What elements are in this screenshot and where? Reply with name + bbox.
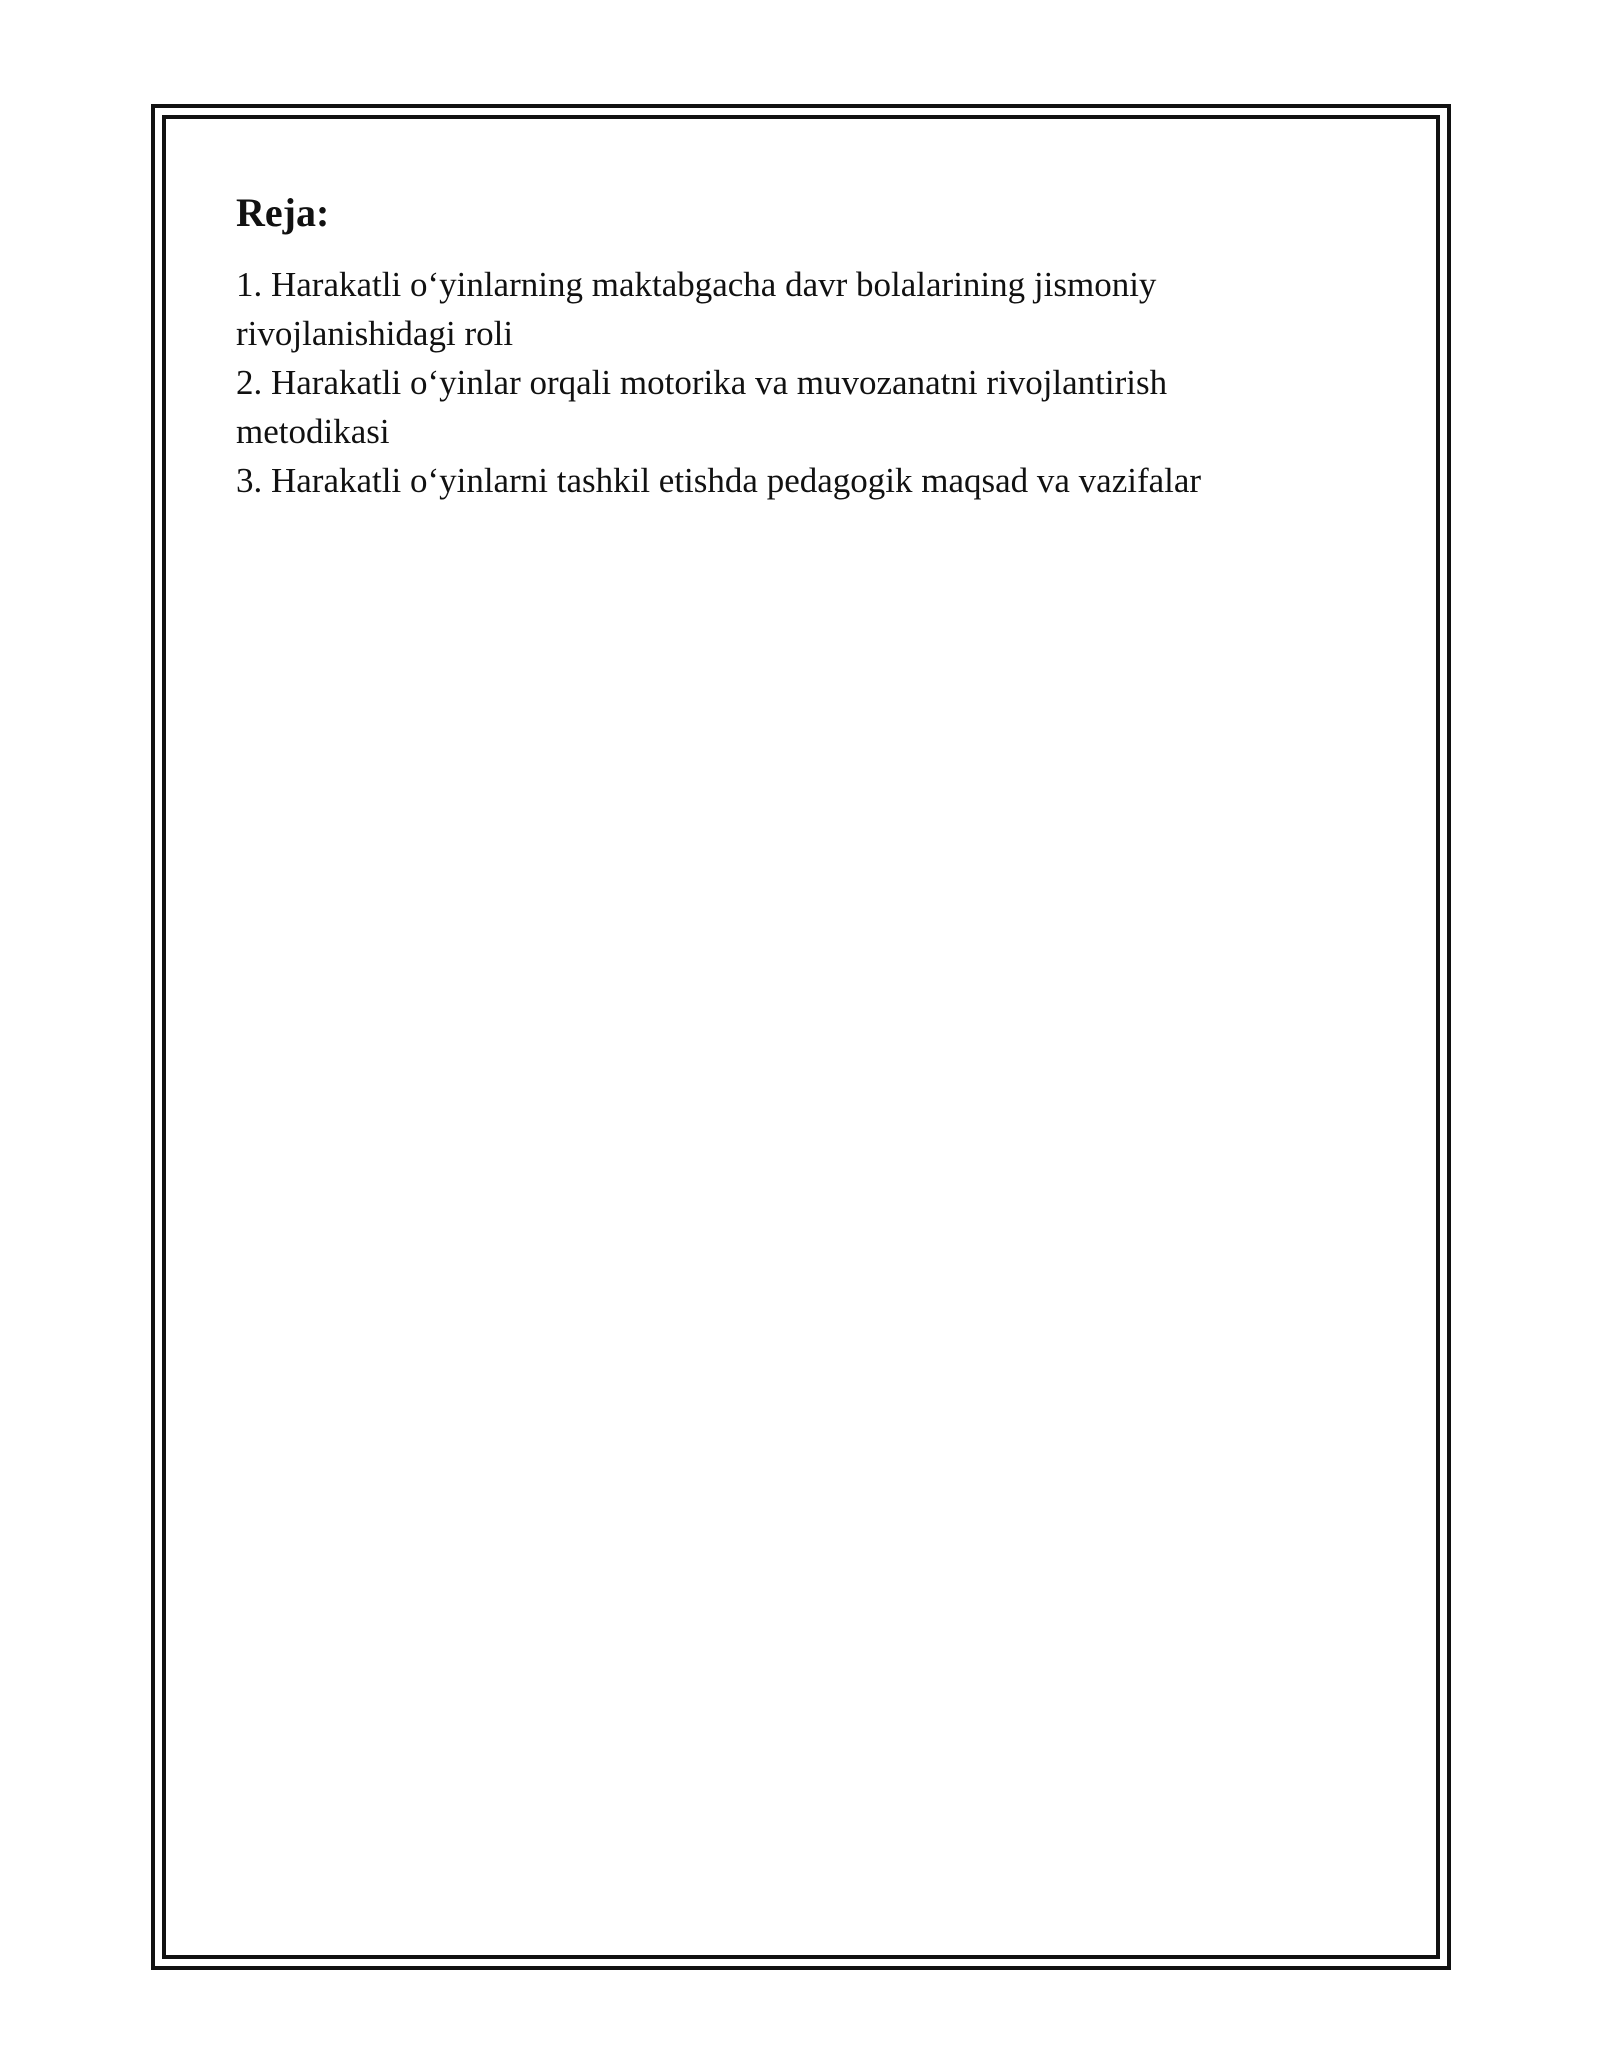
document-content <box>236 186 1376 505</box>
plan-item-3: 3. Harakatli o‘yinlarni tashkil etishda pedagogik maqsad va vazifalar <box>236 461 1202 500</box>
plan-list <box>236 260 1376 505</box>
plan-item-2: 2. Harakatli o‘yinlar orqali motorika va muvozanatni rivojlantirish metodikasi <box>236 363 1168 451</box>
plan-item-1: 1. Harakatli o‘yinlarning maktabgacha davr bolalarining jismoniy rivojlanishidagi roli <box>236 265 1157 353</box>
plan-title: Reja: <box>236 190 330 235</box>
